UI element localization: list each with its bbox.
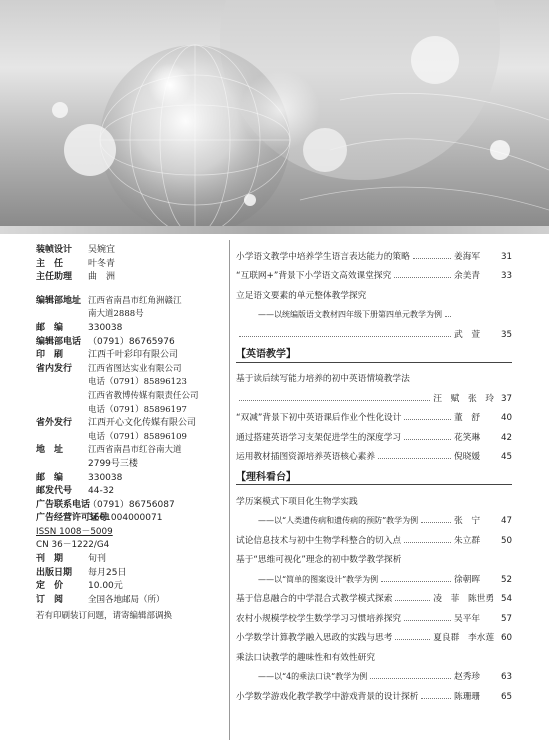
colophon-value: 电话（0791）85896109 xyxy=(88,431,187,442)
colophon-label xyxy=(36,308,88,322)
toc-entry-page: 63 xyxy=(500,672,512,682)
toc-article-title: 基于“思维可视化”理念的初中数学教学探析 xyxy=(236,555,402,565)
abstract-sphere-graphic xyxy=(0,0,549,226)
toc-leader-dots xyxy=(421,522,451,523)
toc-entry-title: 农村小规模学校学生数学学习习惯培养探究 xyxy=(236,613,402,624)
toc-entry xyxy=(236,262,512,282)
toc-entry xyxy=(236,443,512,463)
toc-section-header: 【英语教学】 xyxy=(236,344,512,363)
toc-entry-page: 60 xyxy=(500,633,512,643)
toc-article-title: 乘法口诀教学的趣味性和有效性研究 xyxy=(236,652,375,663)
colophon-label: 刊 期 xyxy=(36,554,64,565)
colophon-value: 江西省教博传媒有限责任公司 xyxy=(88,390,199,401)
colophon-label: 广告联系电话 xyxy=(36,499,91,510)
colophon-value: 江西省南昌市红谷南大道 xyxy=(88,445,182,456)
colophon-panel xyxy=(36,244,226,624)
toc-entry-title: 运用教材插图资源培养英语核心素养 xyxy=(236,452,375,462)
toc-entry xyxy=(236,526,512,546)
toc-entry-author: 张 宁 xyxy=(454,516,481,526)
colophon-row xyxy=(36,444,226,458)
colophon-label xyxy=(36,458,88,472)
colophon-value: 10.00元 xyxy=(88,581,123,592)
toc-entry-title: “互联网+”背景下小学语文高效课堂探究 xyxy=(236,271,392,281)
colophon-label: 订 阅 xyxy=(36,594,64,605)
toc-entry xyxy=(236,423,512,443)
colophon-row xyxy=(36,458,226,472)
colophon-value: 330038 xyxy=(88,322,123,333)
colophon-label: 广告经营许可证号 xyxy=(36,513,109,524)
colophon-value: 叶冬青 xyxy=(88,258,116,269)
issn-line: ISSN 1008－5009 xyxy=(36,526,113,537)
toc-leader-dots xyxy=(239,400,430,401)
toc-leader-dots xyxy=(370,678,451,679)
toc-entry xyxy=(236,507,512,527)
colophon-row xyxy=(36,485,226,499)
toc-entry-author: 凌 菲 陈世勇 xyxy=(433,594,494,604)
toc-entry-page: 33 xyxy=(500,271,512,281)
toc-entry xyxy=(236,585,512,605)
toc-entry-title: ——以统编版语文教材四年级下册第四单元教学为例 xyxy=(258,310,442,319)
toc-section-header: 【理科看台】 xyxy=(236,466,512,485)
toc-entry-author: 武 萱 xyxy=(454,329,481,340)
toc-leader-dots xyxy=(404,439,451,440)
toc-leader-dots xyxy=(381,581,451,582)
colophon-label: 地 址 xyxy=(36,445,64,456)
colophon-label xyxy=(36,404,88,418)
colophon-gap xyxy=(36,285,226,295)
toc-entry-author: 倪晓媛 xyxy=(454,452,481,462)
toc-entry-title: 小学数学游戏化教学教学中游戏背景的设计探析 xyxy=(236,691,419,702)
toc-entry-page: 50 xyxy=(500,535,512,546)
toc-entry-title: 小学语文教学中培养学生语言表达能力的策略 xyxy=(236,251,410,262)
colophon-value: 江西省图达实业有限公司 xyxy=(88,363,182,374)
toc-entry-author: 赵秀珍 xyxy=(454,672,481,682)
colophon-value: （0791）86765976 xyxy=(88,336,175,347)
toc-entry-title: 试论信息技术与初中生物学科整合的切入点 xyxy=(236,535,402,546)
colophon-value: 44-32 xyxy=(88,486,115,497)
colophon-value: 电话（0791）85896123 xyxy=(88,377,187,388)
colophon-row xyxy=(36,431,226,445)
colophon-row xyxy=(36,417,226,431)
colophon-value: 全国各地邮局（所） xyxy=(88,594,165,605)
toc-leader-dots xyxy=(404,419,451,420)
toc-entry-title: 小学数学计算教学融入思政的实践与思考 xyxy=(236,633,393,643)
colophon-row xyxy=(36,499,226,513)
colophon-label: 出版日期 xyxy=(36,567,73,578)
colophon-row xyxy=(36,553,226,567)
toc-leader-dots xyxy=(404,620,451,621)
colophon-row xyxy=(36,295,226,309)
colophon-row xyxy=(36,336,226,350)
toc-leader-dots xyxy=(421,698,451,699)
toc-entry xyxy=(236,624,512,644)
toc-entry-author: 夏良群 李水莲 xyxy=(433,633,494,643)
toc-entry xyxy=(236,384,512,404)
toc-entry-title: ——以“人类遗传病和遗传病的预防”教学为例 xyxy=(258,516,419,525)
colophon-row xyxy=(36,594,226,608)
colophon-row xyxy=(36,567,226,581)
table-of-contents xyxy=(236,242,512,702)
toc-entry-author: 陈珊珊 xyxy=(454,691,481,702)
colophon-label: 编辑部地址 xyxy=(36,295,82,306)
toc-article-title: 基于读后续写能力培养的初中英语情境教学法 xyxy=(236,374,410,384)
colophon-label: 主任助理 xyxy=(36,272,73,283)
toc-entry-page: 31 xyxy=(500,251,512,262)
toc-entry xyxy=(236,301,512,321)
colophon-value: （0791）86756087 xyxy=(88,499,175,510)
colophon-label: 印 刷 xyxy=(36,350,64,361)
colophon-row xyxy=(36,349,226,363)
colophon-value: 江西开心文化传媒有限公司 xyxy=(88,418,197,429)
toc-entry-author: 徐朝晖 xyxy=(454,574,481,585)
toc-entry-page: 40 xyxy=(500,413,512,423)
toc-entry-title: ——以“简单的图案设计”教学为例 xyxy=(258,574,379,584)
column-divider xyxy=(229,240,230,740)
toc-leader-dots xyxy=(413,258,451,259)
toc-leader-dots xyxy=(404,542,451,543)
toc-entry xyxy=(236,565,512,585)
colophon-label: 主 任 xyxy=(36,258,64,269)
toc-entry-author: 汪 赋 张 玲 xyxy=(433,393,494,404)
colophon-row xyxy=(36,580,226,594)
colophon-label: 定 价 xyxy=(36,581,64,592)
toc-entry xyxy=(236,663,512,683)
colophon-value: 3601004000071 xyxy=(88,513,163,524)
toc-entry-page: 52 xyxy=(500,574,512,585)
colophon-label: 邮发代号 xyxy=(36,486,73,497)
toc-entry-title: 基于信息融合的中学混合式教学模式探索 xyxy=(236,594,393,604)
colophon-label: 省内发行 xyxy=(36,363,73,374)
colophon-label xyxy=(36,431,88,445)
toc-entry-title: ——以“4的乘法口诀”教学为例 xyxy=(258,672,368,681)
colophon-row xyxy=(36,390,226,404)
toc-leader-dots xyxy=(394,277,451,278)
colophon-row xyxy=(36,376,226,390)
banner-divider-band xyxy=(0,226,549,234)
colophon-row xyxy=(36,512,226,526)
toc-entry-page: 35 xyxy=(500,329,512,340)
cover-banner-image xyxy=(0,0,549,226)
colophon-row xyxy=(36,363,226,377)
toc-entry-title: 通过搭建英语学习支架促进学生的深度学习 xyxy=(236,432,402,443)
colophon-value: 吴婉宜 xyxy=(88,245,116,255)
colophon-row xyxy=(36,308,226,322)
toc-entry-page: 65 xyxy=(500,691,512,702)
colophon-row xyxy=(36,244,226,258)
colophon-label: 装帧设计 xyxy=(36,245,73,255)
colophon-value: 旬刊 xyxy=(88,554,107,565)
toc-article-title: 立足语文要素的单元整体教学探究 xyxy=(236,290,367,301)
toc-leader-dots xyxy=(395,639,430,640)
colophon-row xyxy=(36,271,226,285)
colophon-label: 邮 编 xyxy=(36,322,64,333)
toc-entry-author: 姜海军 xyxy=(454,251,481,262)
toc-entry xyxy=(236,404,512,424)
colophon-value: 330038 xyxy=(88,472,123,483)
colophon-label xyxy=(36,390,88,404)
colophon-label: 省外发行 xyxy=(36,418,73,429)
toc-article-title: 学历案模式下项目化生物学实践 xyxy=(236,496,358,507)
colophon-label xyxy=(36,376,88,390)
colophon-row xyxy=(36,258,226,272)
toc-entry-page: 54 xyxy=(500,594,512,604)
colophon-row xyxy=(36,404,226,418)
toc-entry-author: 花笑琳 xyxy=(454,432,481,443)
toc-entry-page: 37 xyxy=(500,393,512,404)
colophon-value: 2799号三楼 xyxy=(88,458,138,469)
toc-leader-dots xyxy=(445,316,451,317)
colophon-value: 每月25日 xyxy=(88,567,127,578)
toc-entry-author: 吴平年 xyxy=(454,613,481,624)
colophon-label: 编辑部电话 xyxy=(36,336,82,347)
toc-entry-author: 朱立群 xyxy=(454,535,481,546)
cn-line: CN 36－1222/G4 xyxy=(36,540,110,551)
colophon-value: 曲 洲 xyxy=(88,272,116,283)
toc-entry xyxy=(236,604,512,624)
toc-entry xyxy=(236,682,512,702)
toc-leader-dots xyxy=(395,600,430,601)
toc-entry xyxy=(236,320,512,340)
toc-entry-page: 42 xyxy=(500,432,512,443)
colophon-value: 江西省南昌市红角洲赣江 xyxy=(88,295,182,306)
toc-entry-author: 余美青 xyxy=(454,271,481,281)
toc-entry-page: 57 xyxy=(500,613,512,624)
colophon-value: 电话（0791）85896197 xyxy=(88,404,187,415)
toc-leader-dots xyxy=(239,336,451,337)
toc-entry-page: 47 xyxy=(500,516,512,526)
colophon-label: 邮 编 xyxy=(36,472,64,483)
colophon-row xyxy=(36,322,226,336)
toc-entry-author: 董 舒 xyxy=(454,413,481,423)
toc-entry-page: 45 xyxy=(500,452,512,462)
colophon-value: 江西千叶彩印有限公司 xyxy=(88,350,179,361)
toc-entry-title: “双减”背景下初中英语课后作业个性化设计 xyxy=(236,413,402,423)
colophon-value: 南大道2888号 xyxy=(88,309,144,320)
toc-leader-dots xyxy=(378,458,451,459)
print-issue-note: 若有印刷装订问题，请寄编辑部调换 xyxy=(36,611,173,622)
colophon-row xyxy=(36,472,226,486)
toc-entry xyxy=(236,242,512,262)
